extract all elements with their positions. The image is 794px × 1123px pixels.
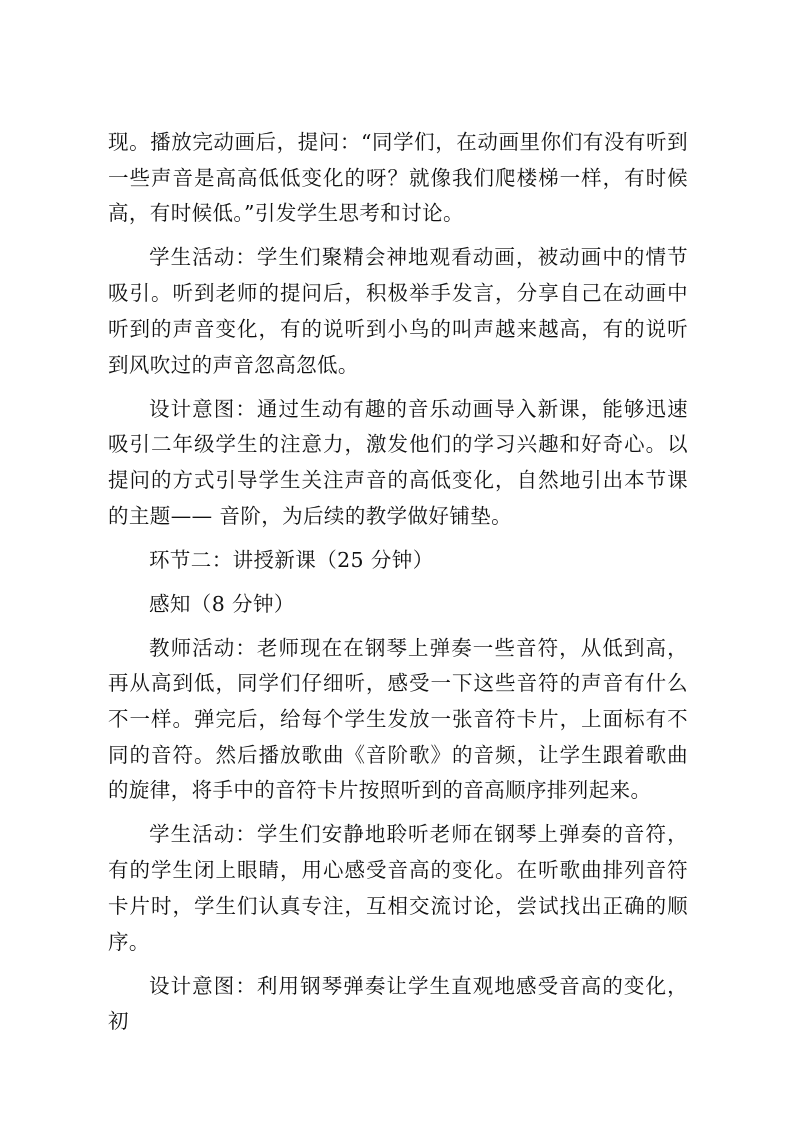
- document-body: [108, 125, 688, 1048]
- paragraph-design-intent-1: 设计意图：通过生动有趣的音乐动画导入新课，能够迅速吸引二年级学生的注意力，激发他们的学习兴趣和好奇心。以提问的方式引导学生关注声音的高低变化，自然地引出本节课的主题—— 音阶，为后续的教学做好铺垫。: [108, 396, 688, 528]
- paragraph-design-intent-2: 设计意图：利用钢琴弹奏让学生直观地感受音高的变化，初: [108, 973, 688, 1034]
- paragraph-student-activity-2: 学生活动：学生们安静地聆听老师在钢琴上弹奏的音符，有的学生闭上眼睛，用心感受音高的变化。在听歌曲排列音符卡片时，学生们认真专注，互相交流讨论，尝试找出正确的顺序。: [108, 822, 688, 954]
- paragraph-teacher-activity: 教师活动：老师现在在钢琴上弹奏一些音符，从低到高，再从高到低，同学们仔细听，感受一下这些音符的声音有什么不一样。弹完后，给每个学生发放一张音符卡片，上面标有不同的音符。然后播放歌曲《音阶歌》的音频，让学生跟着歌曲的旋律，将手中的音符卡片按照听到的音高顺序排列起来。: [108, 635, 688, 803]
- paragraph-student-activity-1: 学生活动：学生们聚精会神地观看动画，被动画中的情节吸引。听到老师的提问后，积极举手发言，分享自己在动画中听到的声音变化，有的说听到小鸟的叫声越来越高，有的说听到风吹过的声音忽高忽低。: [108, 245, 688, 377]
- subsection-heading-perception: 感知（8 分钟）: [149, 591, 295, 616]
- section-heading-new-lesson: 环节二：讲授新课（25 分钟）: [149, 547, 434, 572]
- paragraph-intro-continuation: 现。播放完动画后，提问：“同学们，在动画里你们有没有听到一些声音是高高低低变化的呀？就像我们爬楼梯一样，有时候高，有时候低。”引发学生思考和讨论。: [108, 130, 688, 226]
